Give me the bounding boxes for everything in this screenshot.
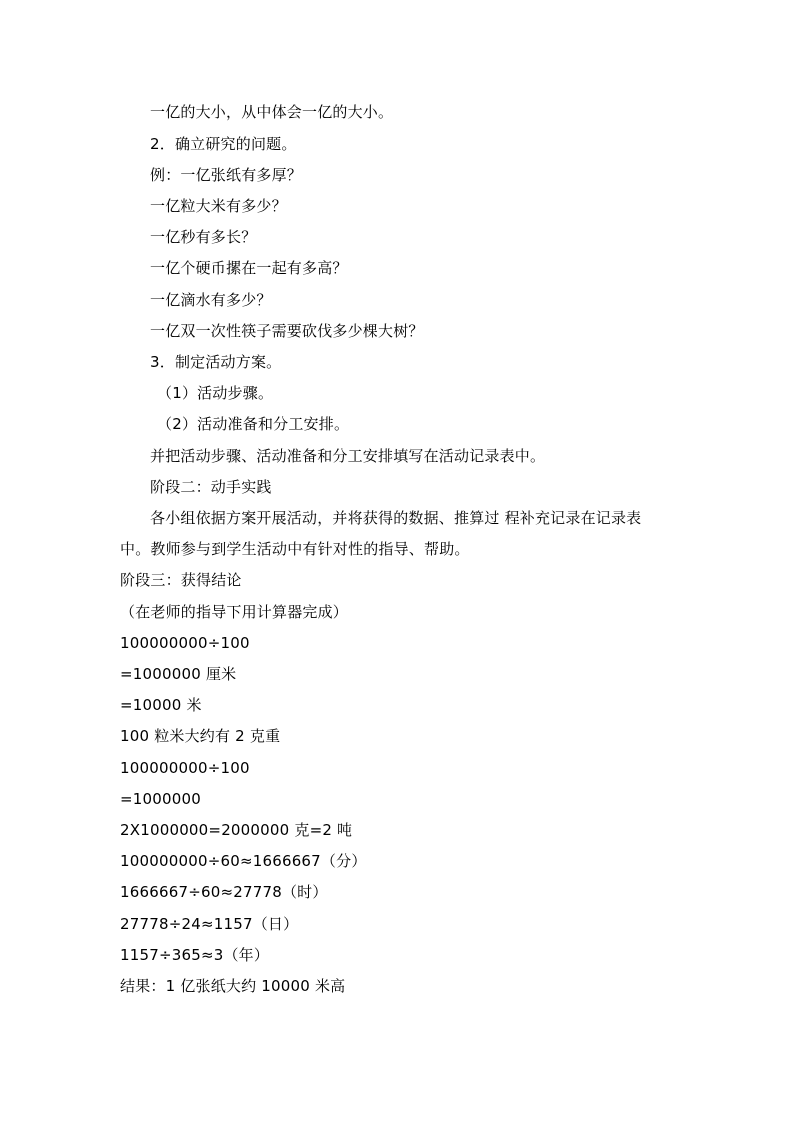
text-line: 一亿个硬币摞在一起有多高？ [150,259,348,277]
calc-line: 2X1000000=2000000 克=2 吨 [120,821,353,839]
text-line: 2．确立研究的问题。 [150,135,297,153]
calc-line: 100000000÷60≈1666667（分） [120,852,367,870]
text-line: 一亿粒大米有多少？ [150,197,287,215]
result-line: 结果：1 亿张纸大约 10000 米高 [120,977,346,995]
text-line: 一亿滴水有多少？ [150,291,272,309]
text-line: 例：一亿张纸有多厚？ [150,166,303,184]
calc-line: 1666667÷60≈27778（时） [120,883,328,901]
text-line: 一亿双一次性筷子需要砍伐多少棵大树？ [150,322,424,340]
text-line: 中。教师参与到学生活动中有针对性的指导、帮助。 [120,540,470,558]
text-line: 各小组依据方案开展活动，并将获得的数据、推算过 程补充记录在记录表 [150,509,642,527]
text-line: 一亿的大小，从中体会一亿的大小。 [150,103,394,121]
calc-line: =10000 米 [120,696,202,714]
text-line: （2）活动准备和分工安排。 [157,415,350,433]
calc-line: 100 粒米大约有 2 克重 [120,727,281,745]
text-line: 并把活动步骤、活动准备和分工安排填写在活动记录表中。 [150,447,546,465]
section-heading: 阶段三：获得结论 [120,571,242,589]
calc-line: =1000000 厘米 [120,665,237,683]
text-line: （1）活动步骤。 [157,384,274,402]
calc-line: 1157÷365≈3（年） [120,946,270,964]
calc-line: =1000000 [120,790,201,808]
calc-line: 100000000÷100 [120,634,250,652]
calc-line: 100000000÷100 [120,759,250,777]
section-heading: 阶段二：动手实践 [150,478,272,496]
text-line: 3．制定活动方案。 [150,353,282,371]
text-line: （在老师的指导下用计算器完成） [120,603,349,621]
text-line: 一亿秒有多长？ [150,228,257,246]
calc-line: 27778÷24≈1157（日） [120,915,299,933]
